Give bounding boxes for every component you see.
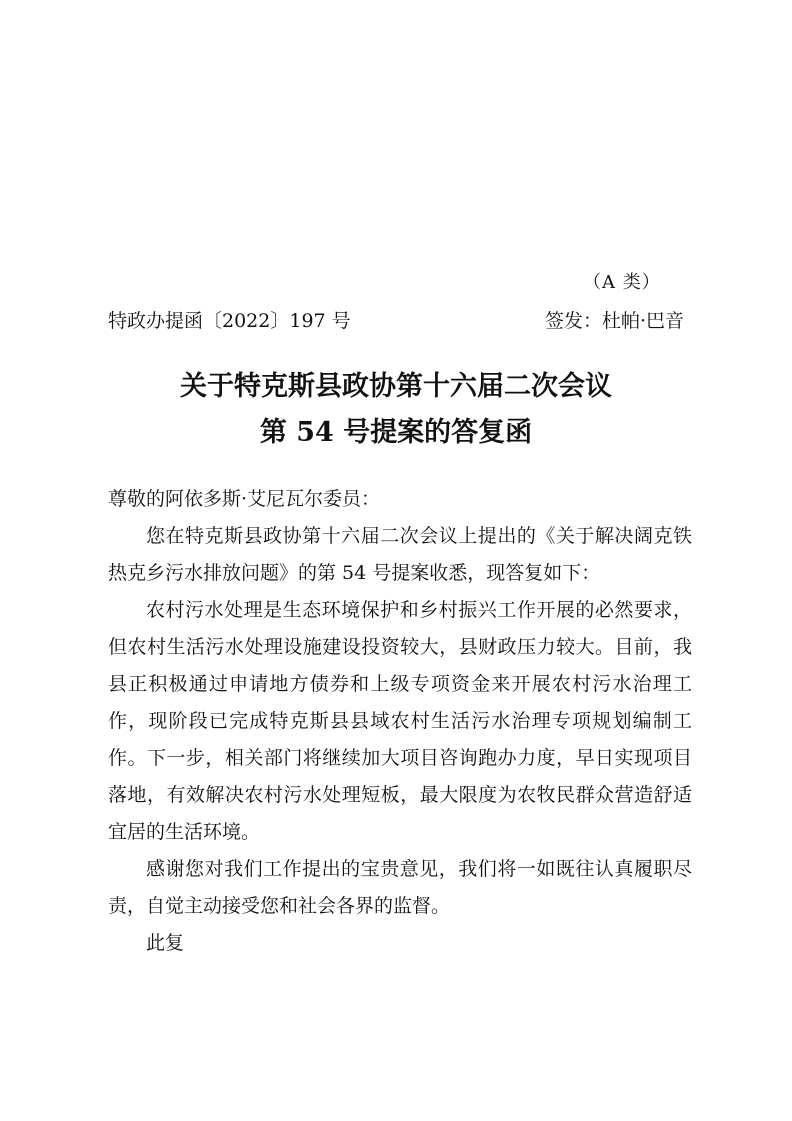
document-title-line-1: 关于特克斯县政协第十六届二次会议 — [180, 371, 612, 402]
document-title-line-2: 第 54 号提案的答复函 — [259, 417, 533, 448]
signer: 签发：杜帕·巴音 — [544, 310, 684, 332]
closing-remark: 此复 — [146, 932, 185, 954]
salutation: 尊敬的阿依多斯·艾尼瓦尔委员： — [108, 488, 381, 510]
document-meta-row — [108, 306, 684, 336]
body-paragraph-2: 农村污水处理是生态环境保护和乡村振兴工作开展的必然要求，但农村生活污水处理设施建设投资较大，县财政压力较大。目前，我县正积极通过申请地方债券和上级专项资金来开展农村污水治理工作，现阶段已完成特克斯县县域农村生活污水治理专项规划编制工作。下一步，相关部门将继续加大项目咨询跑办力度，早日实现项目落地，有效解决农村污水处理短板，最大限度为农牧民群众营造舒适宜居的生活环境。 — [108, 599, 692, 843]
category-label: （A 类） — [583, 272, 661, 293]
document-number: 特政办提函〔2022〕197 号 — [108, 310, 351, 332]
body-paragraph-1: 您在特克斯县政协第十六届二次会议上提出的《关于解决阔克铁热克乡污水排放问题》的第 54 号提案收悉，现答复如下： — [108, 525, 692, 584]
body-paragraph-3: 感谢您对我们工作提出的宝贵意见，我们将一如既往认真履职尽责，自觉主动接受您和社会各界的监督。 — [108, 858, 692, 917]
